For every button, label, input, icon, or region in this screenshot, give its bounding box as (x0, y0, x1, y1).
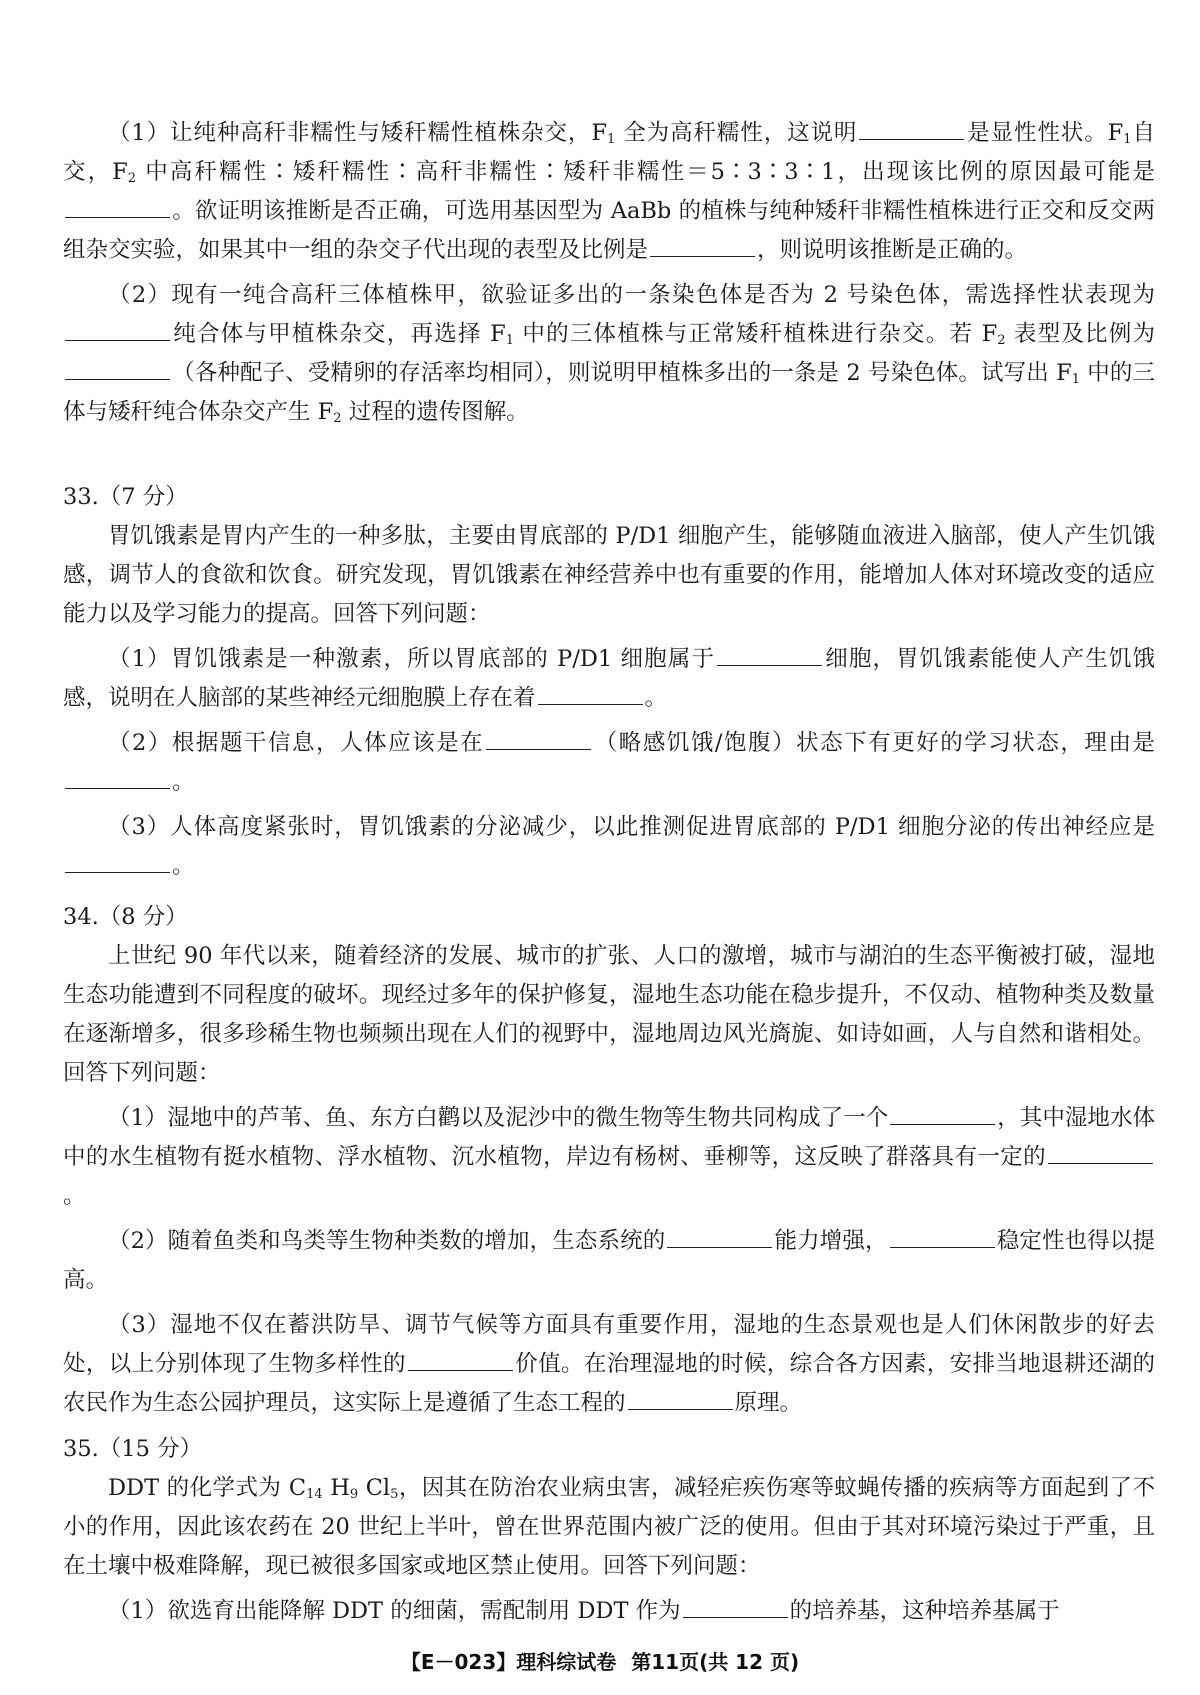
q35-part-1: （1）欲选育出能降解 DDT 的细菌，需配制用 DDT 作为 的培养基，这种培养基属于 (108, 1598, 1060, 1624)
q33-part-3: （3）人体高度紧张时，胃饥饿素的分泌减少，以此推测促进胃底部的 P/D1 细胞分泌的传出神经应是。 (63, 808, 1155, 886)
page-footer (0, 1646, 1200, 1675)
question-34 (63, 898, 1155, 1423)
answer-blank[interactable] (408, 1369, 513, 1371)
q35-intro: DDT 的化学式为 $C_{14}$ $H_9$ $Cl_5$，因其在防治农业病虫害，减轻疟疾伤寒等蚊蝇传播的疾病等方面起到了不小的作用，因此该农药在 20 世纪上半叶，曾在世界范围内被广泛的使用。但由于其对环境污染过于严重，且在土壤中极难降解，现已被很多国家或地区禁止使用。回答下列问题： (63, 1475, 1155, 1579)
question-33 (63, 478, 1155, 886)
q33-header: 33.（7 分） (63, 484, 188, 510)
answer-blank[interactable] (890, 1123, 995, 1125)
answer-blank[interactable] (538, 703, 643, 705)
answer-blank[interactable] (650, 255, 755, 257)
answer-blank[interactable] (717, 664, 822, 666)
q35-header: 35.（15 分） (63, 1436, 203, 1462)
answer-blank[interactable] (628, 1408, 733, 1410)
answer-blank[interactable] (859, 138, 964, 140)
q33-intro: 胃饥饿素是胃内产生的一种多肽，主要由胃底部的 P/D1 细胞产生，能够随血液进入脑部，使人产生饥饿感，调节人的食欲和饮食。研究发现，胃饥饿素在神经营养中也有重要的作用，能增加人体对环境改变的适应能力以及学习能力的提高。回答下列问题： (63, 523, 1155, 627)
answer-blank[interactable] (65, 871, 170, 873)
answer-blank[interactable] (890, 1246, 995, 1248)
answer-blank[interactable] (65, 216, 170, 218)
page-number: 第11页(共 12 页) (631, 1650, 800, 1674)
answer-blank[interactable] (683, 1616, 788, 1618)
q32-part-1: （1）让纯种高秆非糯性与矮秆糯性植株杂交，$F_1$ 全为高秆糯性，这说明 是显性性状。$F_1$自交，$F_2$ 中高秆糯性∶矮秆糯性∶高秆非糯性∶矮秆非糯性＝5∶3∶3∶1，出现该比例的原因最可能是。欲证明该推断是否正确，可选用基因型为 AaBb 的植株与纯种矮秆非糯性植株进行正交和反交两组杂交实验，如果其中一组的杂交子代出现的表型及比例是 ，则说明该推断是正确的。 (63, 120, 1155, 263)
q33-part-2: （2）根据题干信息，人体应该是在 （略感饥饿/饱腹）状态下有更好的学习状态，理由是。 (63, 724, 1155, 802)
question-32-continued (63, 114, 1155, 432)
q32-part-2: （2）现有一纯合高秆三体植株甲，欲验证多出的一条染色体是否为 2 号染色体，需选择性状表现为纯合体与甲植株杂交，再选择 $F_1$ 中的三体植株与正常矮秆植株进行杂交。若 $F_2$ 表型及比例为（各种配子、受精卵的存活率均相同），则说明甲植株多出的一条是 2 号染色体。试写出 $F_1$ 中的三体与矮秆纯合体杂交产生 $F_2$ 过程的遗传图解。 (63, 282, 1156, 426)
q34-part-3: （3）湿地不仅在蓄洪防旱、调节气候等方面具有重要作用，湿地的生态景观也是人们休闲散步的好去处，以上分别体现了生物多样性的 价值。在治理湿地的时候，综合各方因素，安排当地退耕还湖的农民作为生态公园护理员，这实际上是遵循了生态工程的 原理。 (63, 1312, 1155, 1416)
q33-part-1: （1）胃饥饿素是一种激素，所以胃底部的 P/D1 细胞属于 细胞，胃饥饿素能使人产生饥饿感，说明在人脑部的某些神经元细胞膜上存在着 。 (63, 646, 1155, 711)
answer-blank[interactable] (65, 378, 170, 380)
q34-part-2: （2）随着鱼类和鸟类等生物种类数的增加，生态系统的 能力增强， 稳定性也得以提高。 (63, 1228, 1155, 1293)
answer-blank[interactable] (486, 748, 591, 750)
answer-blank[interactable] (65, 339, 170, 341)
q34-header: 34.（8 分） (63, 904, 188, 930)
answer-blank[interactable] (1048, 1162, 1153, 1164)
answer-blank[interactable] (65, 787, 170, 789)
q34-part-1: （1）湿地中的芦苇、鱼、东方白鹳以及泥沙中的微生物等生物共同构成了一个 ，其中湿地水体中的水生植物有挺水植物、浮水植物、沉水植物，岸边有杨树、垂柳等，这反映了群落具有一定的。 (63, 1105, 1155, 1209)
answer-blank[interactable] (667, 1246, 772, 1248)
q34-intro: 上世纪 90 年代以来，随着经济的发展、城市的扩张、人口的激增，城市与湖泊的生态平衡被打破，湿地生态功能遭到不同程度的破坏。现经过多年的保护修复，湿地生态功能在稳步提升，不仅动、植物种类及数量在逐渐增多，很多珍稀生物也频频出现在人们的视野中，湿地周边风光旖旎、如诗如画，人与自然和谐相处。回答下列问题： (63, 943, 1155, 1086)
exam-code: 【E－023】理科综试卷 (400, 1650, 617, 1674)
question-35 (63, 1430, 1155, 1631)
